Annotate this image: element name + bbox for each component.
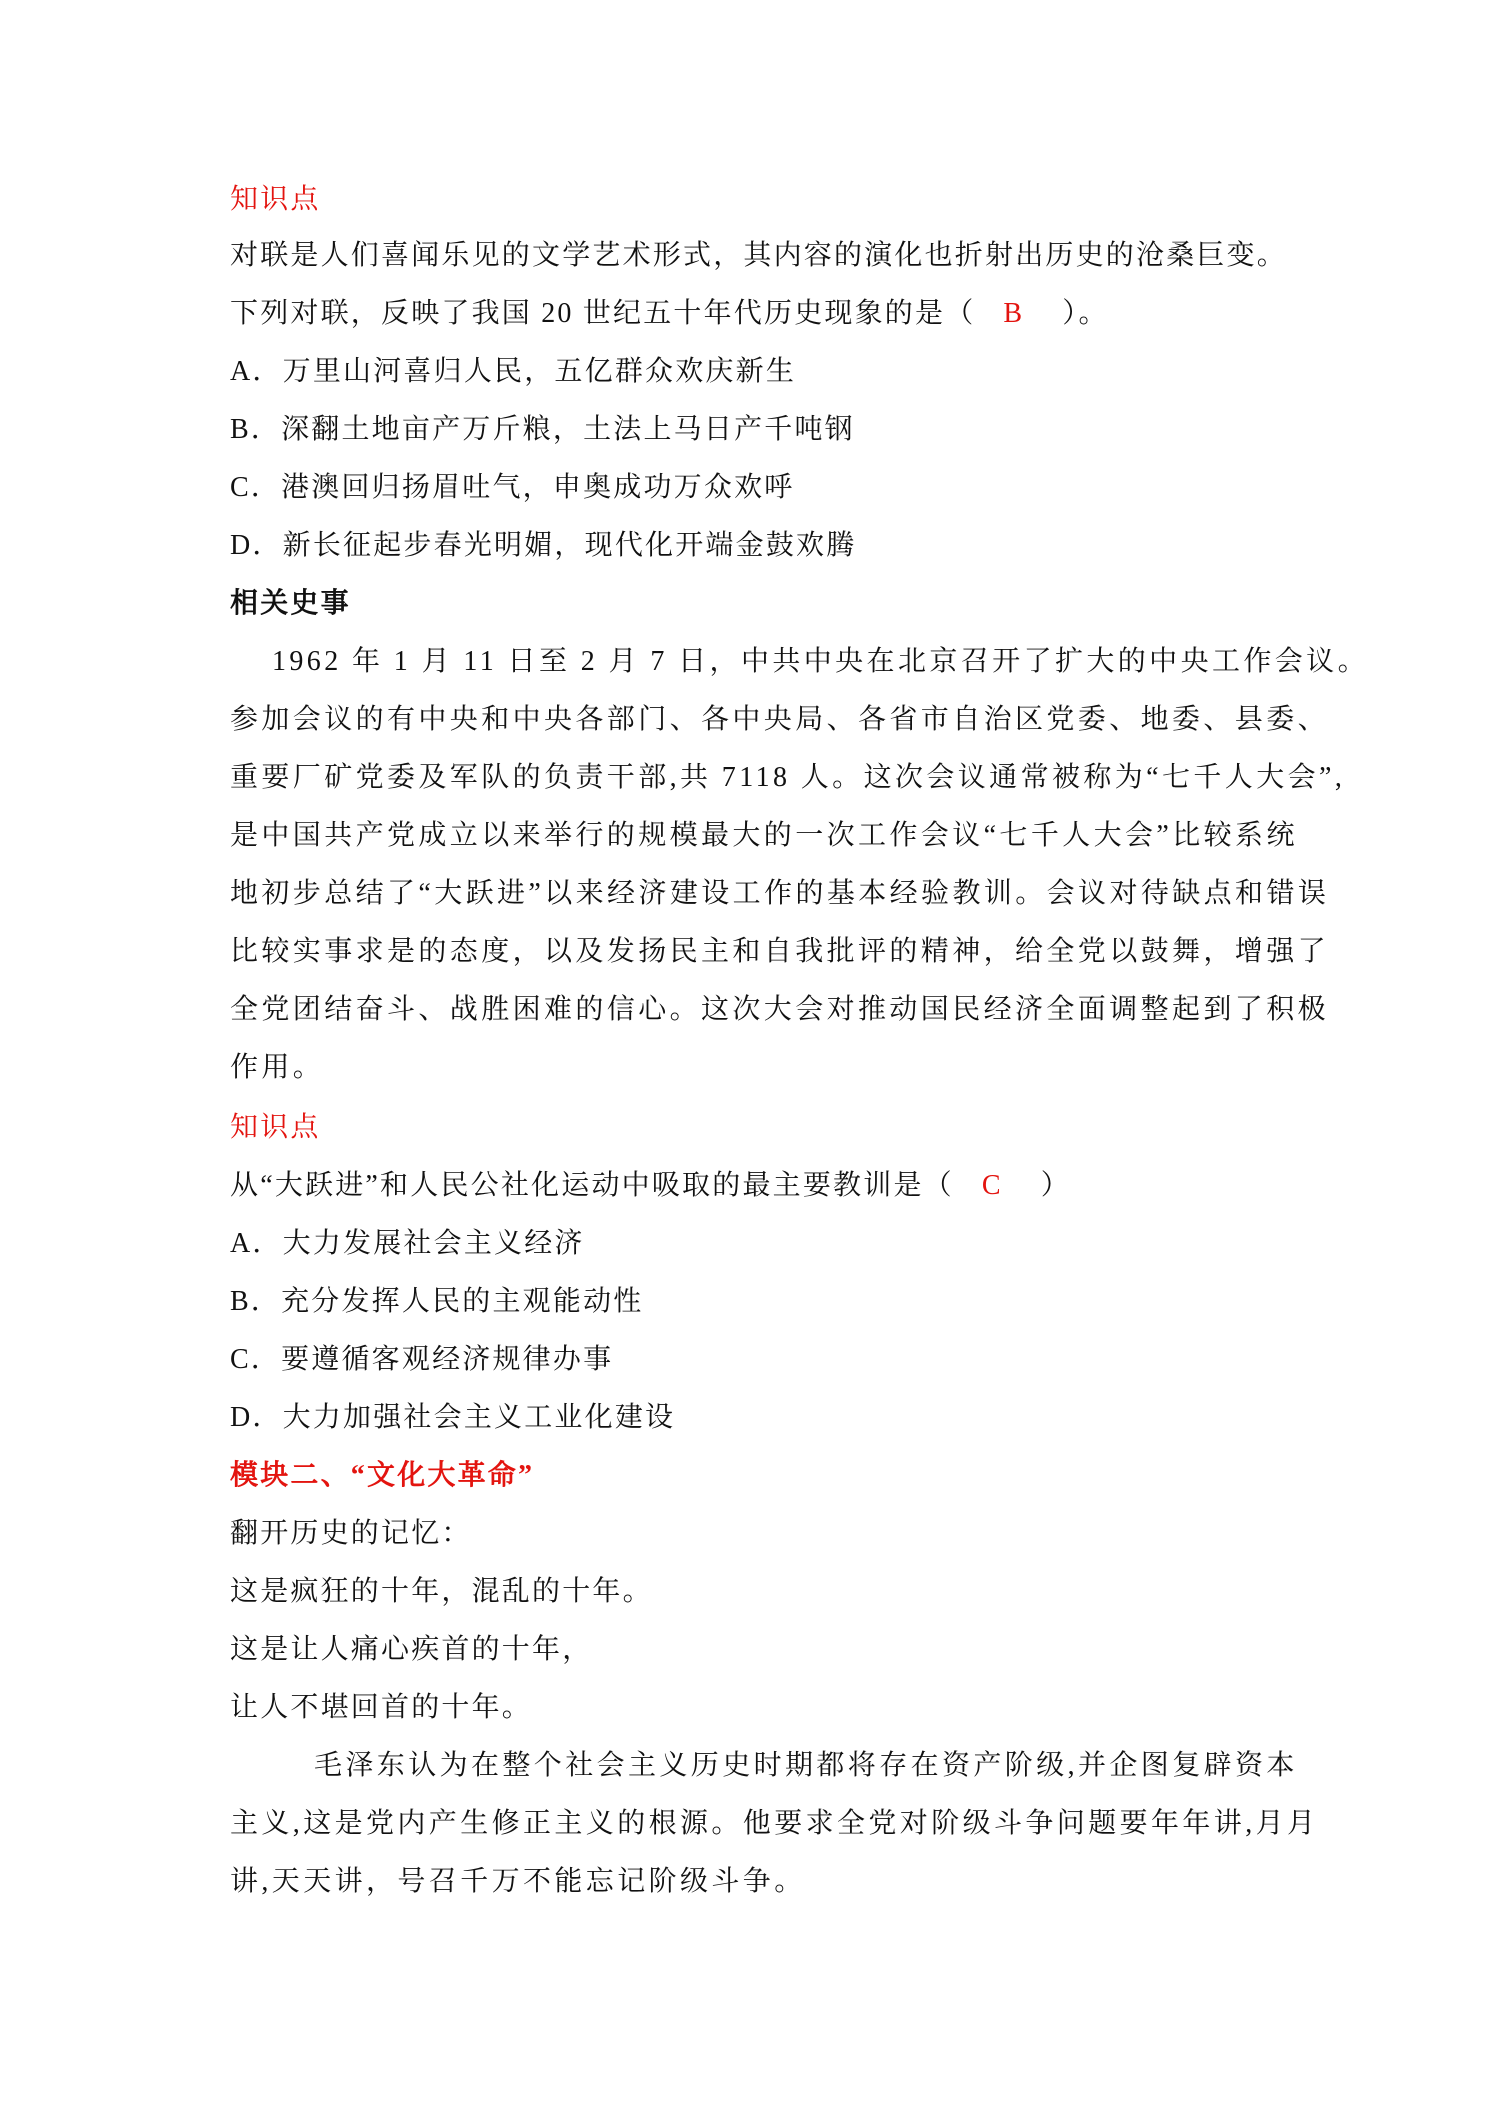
option-c: C．港澳回归扬眉吐气，申奥成功万众欢呼 [230, 472, 795, 503]
paragraph-line: 比较实事求是的态度，以及发扬民主和自我批评的精神，给全党以鼓舞，增强了 [230, 936, 1330, 967]
option-c: C．要遵循客观经济规律办事 [230, 1344, 614, 1375]
paragraph-line: 毛泽东认为在整个社会主义历史时期都将存在资产阶级,并企图复辟资本 [314, 1750, 1298, 1781]
option-b: B．深翻土地亩产万斤粮，土法上马日产千吨钢 [230, 414, 855, 445]
poem-line: 这是疯狂的十年，混乱的十年。 [230, 1576, 653, 1607]
option-d: D．新长征起步春光明媚，现代化开端金鼓欢腾 [230, 530, 857, 561]
paragraph-line: 地初步总结了“大跃进”以来经济建设工作的基本经验教训。会议对待缺点和错误 [230, 878, 1330, 909]
paragraph-line: 讲,天天讲，号召千万不能忘记阶级斗争。 [230, 1866, 806, 1897]
question-stem-text: 下列对联，反映了我国 20 世纪五十年代历史现象的是（ [230, 298, 976, 329]
poem-line: 翻开历史的记忆： [230, 1518, 472, 1549]
option-b: B．充分发挥人民的主观能动性 [230, 1286, 644, 1317]
module-heading: 模块二、“文化大革命” [230, 1460, 535, 1491]
option-a: A．大力发展社会主义经济 [230, 1228, 585, 1259]
answer-mark: B [1003, 298, 1025, 329]
question-stem-text: ）。 [1062, 298, 1109, 329]
question-stem-line [230, 294, 1109, 334]
option-d: D．大力加强社会主义工业化建设 [230, 1402, 676, 1433]
section-heading: 相关史事 [230, 588, 351, 619]
knowledge-point-label: 知识点 [230, 1112, 321, 1143]
question-stem-text: 从“大跃进”和人民公社化运动中吸取的最主要教训是（ [230, 1170, 954, 1201]
question-stem-line [230, 1166, 1071, 1206]
paragraph-line: 1962 年 1 月 11 日至 2 月 7 日，中共中央在北京召开了扩大的中央工作会议。 [272, 646, 1369, 677]
question-stem-text: ） [1040, 1170, 1071, 1201]
knowledge-point-label: 知识点 [230, 184, 321, 215]
paragraph-line: 重要厂矿党委及军队的负责干部,共 7118 人。这次会议通常被称为“七千人大会”, [230, 762, 1346, 793]
option-a: A．万里山河喜归人民，五亿群众欢庆新生 [230, 356, 797, 387]
paragraph-line: 主义,这是党内产生修正主义的根源。他要求全党对阶级斗争问题要年年讲,月月 [230, 1808, 1319, 1839]
question-stem-line: 对联是人们喜闻乐见的文学艺术形式，其内容的演化也折射出历史的沧桑巨变。 [230, 240, 1288, 271]
paragraph-line: 是中国共产党成立以来举行的规模最大的一次工作会议“七千人大会”比较系统 [230, 820, 1298, 851]
poem-line: 让人不堪回首的十年。 [230, 1692, 533, 1723]
answer-mark: C [981, 1170, 1003, 1201]
paragraph-line: 作用。 [230, 1052, 325, 1083]
paragraph-line: 参加会议的有中央和中央各部门、各中央局、各省市自治区党委、地委、县委、 [230, 704, 1330, 735]
paragraph-line: 全党团结奋斗、战胜困难的信心。这次大会对推动国民经济全面调整起到了积极 [230, 994, 1330, 1025]
poem-line: 这是让人痛心疾首的十年， [230, 1634, 593, 1665]
